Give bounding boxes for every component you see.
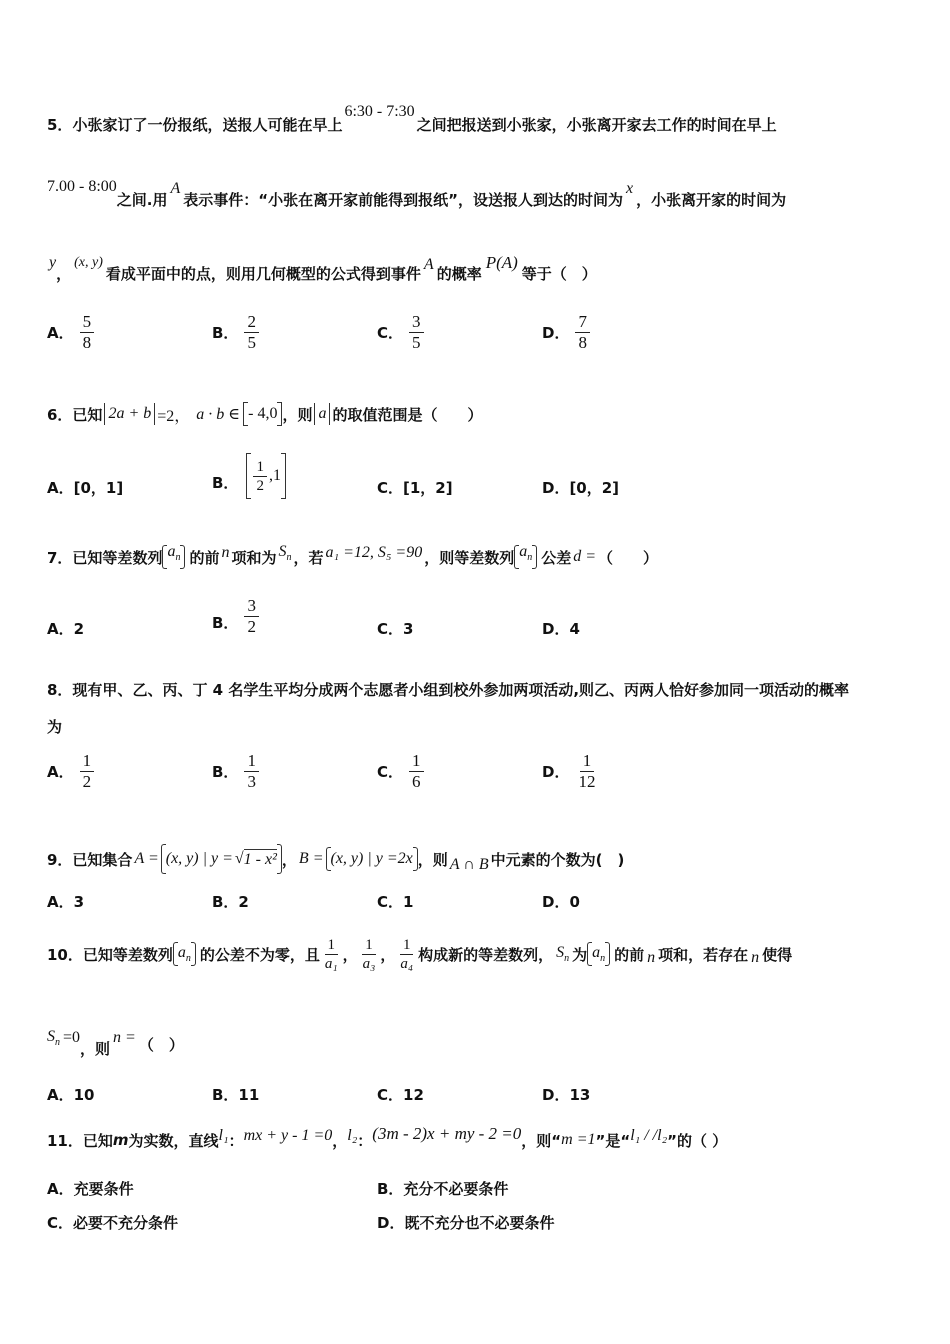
- q6-lead: 6．已知: [47, 405, 103, 424]
- q5-text-5: ，小张离开家的时间为: [636, 190, 787, 209]
- q10-n-eq: n =: [113, 1029, 136, 1046]
- q11-colon-2: ：: [357, 1131, 373, 1150]
- fraction-1-over-a3: $\frac{1}{\text{a₃}}$: [362, 936, 376, 972]
- q11-option-a[interactable]: [47, 1178, 134, 1199]
- option-text: C．12: [377, 1086, 424, 1104]
- q5-point: (x, y): [74, 255, 103, 270]
- option-text: B．充分不必要条件: [377, 1180, 509, 1198]
- right-brace: [191, 942, 196, 966]
- option-label: B．: [212, 324, 239, 342]
- q10-n: n: [647, 949, 656, 966]
- separator: ，: [342, 945, 358, 964]
- q5-text-7: 的概率: [436, 264, 482, 283]
- q7-n: n: [221, 544, 230, 561]
- q8-line1: [47, 677, 849, 701]
- q7-option-b[interactable]: [212, 596, 259, 637]
- option-label: B．: [212, 763, 239, 781]
- q10-option-a[interactable]: [47, 1084, 94, 1105]
- q11-colon: ：: [228, 1131, 244, 1150]
- fraction: $\frac{1}{2}$: [253, 458, 267, 495]
- q5-event-a: A: [170, 180, 181, 197]
- q5-text-2: 之间把报送到小张家，小张离开家去工作的时间在早上: [416, 115, 777, 134]
- q10-sn-condition: =0: [63, 1029, 81, 1046]
- q7-text-5: ，则等差数列: [424, 548, 515, 567]
- q11-eq1: mx + y - 1 =0: [243, 1127, 333, 1144]
- option-text: D．4: [542, 620, 580, 638]
- q7-text-7: （ ）: [598, 548, 659, 567]
- option-label: D．: [542, 763, 570, 781]
- q10-n-2: n: [751, 949, 760, 966]
- q7-text-6: 公差: [541, 548, 572, 567]
- q7-condition: a₁ =12, S₅ =90: [325, 544, 423, 561]
- option-label: A．: [47, 763, 74, 781]
- q5-comma: ，: [56, 264, 72, 283]
- q5-probability: P(A): [485, 253, 518, 272]
- q10-option-d[interactable]: [542, 1084, 590, 1105]
- q8-option-c[interactable]: [377, 751, 424, 792]
- q11-eq2: (3m - 2)x + my - 2 =0: [372, 1124, 522, 1143]
- fraction: $\frac{3}{5}$: [409, 312, 424, 353]
- q9-text-1: 9．已知集合: [47, 850, 133, 869]
- fraction: $\frac{2}{5}$: [244, 312, 259, 353]
- q5-text-6: 看成平面中的点，则用几何概型的公式得到事件: [105, 264, 421, 283]
- option-text: D．13: [542, 1086, 591, 1104]
- q10-text-7: 使得: [762, 945, 793, 964]
- fraction-1-over-a1: $\frac{1}{\text{a₁}}$: [324, 936, 338, 972]
- q8-line2: [47, 714, 62, 738]
- q5-option-b[interactable]: [212, 312, 259, 353]
- q6-option-c[interactable]: [377, 477, 453, 498]
- left-bracket: [246, 453, 251, 499]
- q11-l1: l₁: [218, 1127, 229, 1144]
- q11-text-4: ”是“: [595, 1131, 631, 1150]
- q5-text-1: 小张家订了一份报纸，送报人可能在早上: [72, 115, 343, 134]
- q9-line1: [47, 844, 624, 874]
- q9-comma: ，: [281, 850, 297, 869]
- option-text: C．必要不充分条件: [47, 1214, 179, 1232]
- q10-text-8: ，则: [80, 1039, 111, 1058]
- q8-option-a[interactable]: [47, 751, 94, 792]
- q9-set-a-expr: (x, y) | y =: [165, 850, 233, 867]
- option-text: D．既不充分也不必要条件: [377, 1214, 555, 1232]
- fraction: $\frac{7}{8}$: [575, 312, 590, 353]
- option-text: C．3: [377, 620, 414, 638]
- option-label: D．: [542, 324, 570, 342]
- q10-line2: [47, 1027, 184, 1058]
- right-brace: [532, 545, 537, 569]
- q8-option-b[interactable]: [212, 751, 259, 792]
- option-text: C．1: [377, 893, 414, 911]
- q10-sequence: $a_n$: [177, 943, 191, 965]
- q6-option-a[interactable]: [47, 477, 123, 498]
- option-rest: ,1: [268, 467, 281, 484]
- q7-sn: $S_n$: [278, 542, 292, 564]
- q7-text-4: ，若: [293, 548, 324, 567]
- sqrt-icon: √: [234, 850, 244, 867]
- q10-text-2: 的公差不为零，且: [199, 945, 320, 964]
- q6-eq: =2，: [157, 407, 191, 425]
- q10-text-1: 10．已知等差数列: [47, 945, 173, 964]
- q6-abs-expression: 2a + b: [104, 403, 155, 425]
- q5-option-d[interactable]: [542, 312, 590, 353]
- q6-text-1: ，则: [282, 405, 313, 424]
- q5-event-a-2: A: [423, 256, 434, 273]
- q9-option-b[interactable]: [212, 891, 249, 912]
- q11-m-eq-1: m =1: [561, 1131, 596, 1148]
- option-text: B．2: [212, 893, 249, 911]
- q7-text-1: 7．已知等差数列: [47, 548, 163, 567]
- q11-comma: ，: [332, 1131, 348, 1150]
- q11-option-b[interactable]: [377, 1178, 508, 1199]
- q10-sequence-2: $a_n$: [592, 943, 606, 965]
- separator: ，: [380, 945, 396, 964]
- q7-d: d =: [573, 548, 597, 565]
- fraction: $\frac{1}{6}$: [409, 751, 424, 792]
- option-text: D．[0，2]: [542, 479, 620, 497]
- q7-option-d[interactable]: [542, 618, 580, 639]
- q5-line1: [47, 103, 777, 136]
- q5-number: 5．: [47, 115, 73, 134]
- option-text: B．11: [212, 1086, 260, 1104]
- q11-text-3: ，则“: [521, 1131, 562, 1150]
- option-label: C．: [377, 763, 404, 781]
- q9-set-b-label: B =: [298, 850, 324, 867]
- q10-line1: [47, 928, 792, 980]
- fraction: $\frac{1}{3}$: [244, 751, 259, 792]
- q7-option-a[interactable]: [47, 618, 84, 639]
- q9-text-3: 中元素的个数为( ): [490, 850, 625, 869]
- q9-option-d[interactable]: [542, 891, 580, 912]
- q9-set-b-expr: (x, y) | y =2x: [330, 850, 413, 867]
- q10-option-b[interactable]: [212, 1084, 259, 1105]
- q8-text-2: 为: [47, 717, 63, 736]
- fraction: $\frac{1}{2}$: [80, 751, 95, 792]
- q10-sn: $S_n$: [556, 943, 570, 965]
- q9-intersection: A ∩ B: [449, 856, 489, 873]
- q5-line3: [47, 253, 597, 285]
- q10-text-4: 为: [572, 945, 588, 964]
- q9-text-2: ，则: [417, 850, 448, 869]
- option-text: A．2: [47, 620, 85, 638]
- q7-sequence-2: $a_n$: [519, 542, 533, 564]
- q7-text-3: 项和为: [231, 548, 277, 567]
- option-label: B．: [212, 473, 239, 492]
- q7-sequence: $a_n$: [167, 542, 181, 564]
- option-text: D．0: [542, 893, 580, 911]
- q9-option-a[interactable]: [47, 891, 84, 912]
- fraction: $\frac{3}{2}$: [244, 596, 259, 637]
- right-brace: [605, 942, 610, 966]
- q10-text-3: 构成新的等差数列，: [418, 945, 554, 964]
- q5-var-y: y: [49, 254, 57, 271]
- option-text: A．充要条件: [47, 1180, 134, 1198]
- q7-option-c[interactable]: [377, 618, 413, 639]
- option-label: B．: [212, 614, 239, 632]
- q6-text-2: 的取值范围是（ ）: [332, 405, 483, 424]
- q5-option-a[interactable]: [47, 312, 94, 353]
- q8-option-d[interactable]: [542, 751, 598, 792]
- q11-l2: l₂: [347, 1127, 358, 1144]
- q11-text-2: 为实数，直线: [128, 1131, 219, 1150]
- q10-sn-condition-s: $S_n$: [47, 1027, 60, 1049]
- fraction: $\frac{5}{8}$: [80, 312, 95, 353]
- fraction: $\frac{1}{12}$: [578, 751, 596, 791]
- q5-time-range-1: 6:30 - 7:30: [344, 103, 415, 120]
- q5-var-x: x: [626, 180, 634, 197]
- q5-time-range-2: 7.00 - 8:00: [47, 178, 117, 195]
- q11-text-1: 11．已知: [47, 1131, 113, 1150]
- q10-option-c[interactable]: [377, 1084, 424, 1105]
- q10-text-5: 的前: [614, 945, 645, 964]
- right-bracket: [281, 453, 286, 499]
- q9-set-a-radicand: 1 - x²: [243, 851, 277, 868]
- q11-m: m: [112, 1131, 129, 1149]
- right-brace: [180, 545, 185, 569]
- q9-option-c[interactable]: [377, 891, 413, 912]
- q8-text-1: 8．现有甲、乙、丙、丁 4 名学生平均分成两个志愿者小组到校外参加两项活动,则乙、丙两人恰好参加同一项活动的概率: [47, 680, 850, 699]
- q7-text-2: 的前: [189, 548, 220, 567]
- fraction-1-over-a4: $\frac{1}{\text{a₄}}$: [400, 936, 414, 972]
- option-label: A．: [47, 324, 74, 342]
- q10-text-9: （ ）: [138, 1035, 184, 1054]
- q11-line1: [47, 1124, 728, 1152]
- q11-parallel: l₁ / /l₂: [630, 1127, 668, 1144]
- q5-option-c[interactable]: [377, 312, 424, 353]
- option-text: C．[1，2]: [377, 479, 453, 497]
- q11-option-c[interactable]: [47, 1212, 178, 1233]
- option-text: A．10: [47, 1086, 95, 1104]
- q7-line1: [47, 542, 659, 569]
- q5-text-4: 表示事件：“小张在离开家前能得到报纸”，设送报人到达的时间为: [183, 190, 623, 209]
- option-label: C．: [377, 324, 404, 342]
- q10-text-6: 项和，若存在: [658, 945, 749, 964]
- q6-interval: - 4,0: [248, 405, 278, 422]
- q9-set-a-label: A =: [134, 850, 159, 867]
- q6-dot-product: a · b ∈: [196, 406, 241, 423]
- option-text: A．[0，1]: [47, 479, 124, 497]
- q6-option-d[interactable]: [542, 477, 619, 498]
- q11-text-5: ”的（ ）: [667, 1131, 728, 1150]
- q11-option-d[interactable]: [377, 1212, 554, 1233]
- q5-line2: [47, 178, 787, 211]
- q6-option-b[interactable]: [212, 453, 286, 499]
- q6-line1: [47, 402, 482, 426]
- q5-text-3: 之间.用: [116, 190, 168, 209]
- q5-text-8: 等于（ ）: [521, 264, 597, 283]
- option-text: A．3: [47, 893, 85, 911]
- q6-abs-a: a: [314, 403, 330, 425]
